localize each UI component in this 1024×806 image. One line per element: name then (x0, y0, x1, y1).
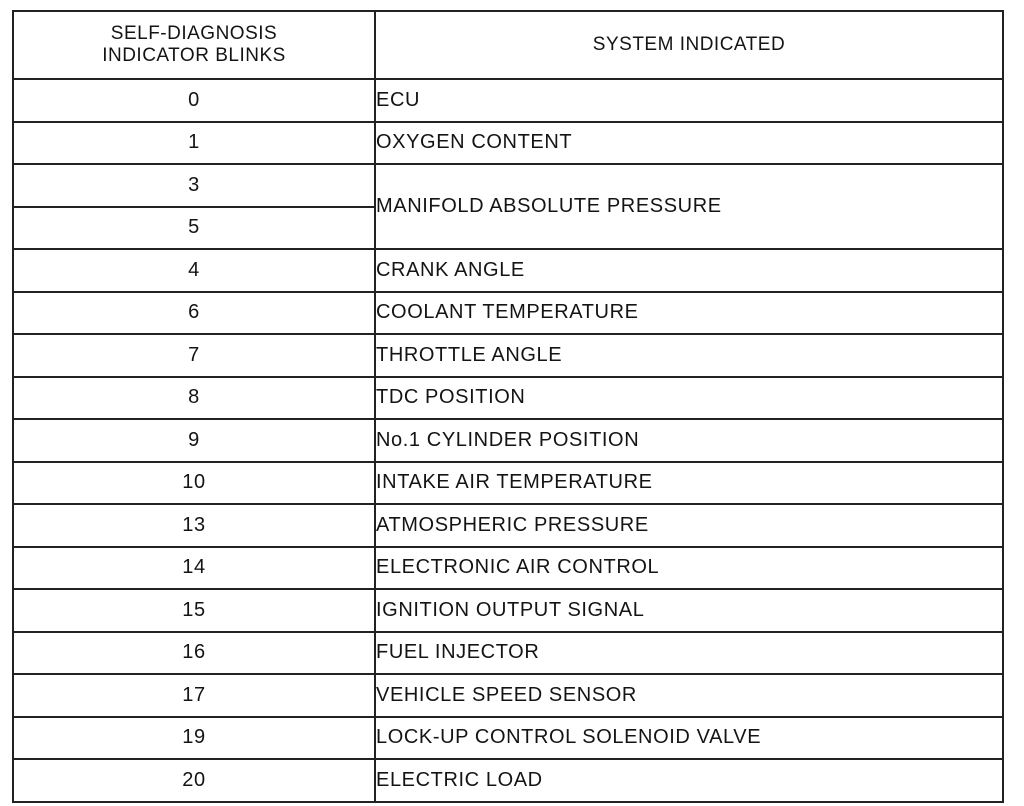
system-cell: COOLANT TEMPERATURE (375, 292, 1003, 335)
system-cell: ELECTRIC LOAD (375, 759, 1003, 802)
system-cell: ECU (375, 79, 1003, 122)
table-row (13, 377, 1003, 420)
blinks-cell: 15 (13, 589, 375, 632)
system-cell: TDC POSITION (375, 377, 1003, 420)
system-cell-merged: MANIFOLD ABSOLUTE PRESSURE (375, 164, 1003, 249)
table-row (13, 79, 1003, 122)
table-row (13, 249, 1003, 292)
blinks-cell: 3 (13, 164, 375, 207)
blinks-cell: 6 (13, 292, 375, 335)
blinks-cell: 17 (13, 674, 375, 717)
system-cell: IGNITION OUTPUT SIGNAL (375, 589, 1003, 632)
blinks-cell: 14 (13, 547, 375, 590)
table-row (13, 292, 1003, 335)
system-cell: ATMOSPHERIC PRESSURE (375, 504, 1003, 547)
blinks-cell: 0 (13, 79, 375, 122)
header-system-indicated: SYSTEM INDICATED (375, 11, 1003, 79)
system-cell: LOCK-UP CONTROL SOLENOID VALVE (375, 717, 1003, 760)
blinks-cell: 10 (13, 462, 375, 505)
blinks-cell: 13 (13, 504, 375, 547)
table-header-row (13, 11, 1003, 79)
system-cell: INTAKE AIR TEMPERATURE (375, 462, 1003, 505)
table-row (13, 419, 1003, 462)
table-row (13, 462, 1003, 505)
system-cell: OXYGEN CONTENT (375, 122, 1003, 165)
table-row (13, 717, 1003, 760)
table-row (13, 122, 1003, 165)
blinks-cell: 19 (13, 717, 375, 760)
system-cell: THROTTLE ANGLE (375, 334, 1003, 377)
blinks-cell: 4 (13, 249, 375, 292)
system-cell: CRANK ANGLE (375, 249, 1003, 292)
system-cell: VEHICLE SPEED SENSOR (375, 674, 1003, 717)
table-row (13, 547, 1003, 590)
system-cell: FUEL INJECTOR (375, 632, 1003, 675)
header-line-2: INDICATOR BLINKS (102, 45, 286, 66)
table-row (13, 164, 1003, 207)
table-row (13, 589, 1003, 632)
table-row (13, 759, 1003, 802)
table-row (13, 334, 1003, 377)
system-cell: No.1 CYLINDER POSITION (375, 419, 1003, 462)
table-row (13, 632, 1003, 675)
table-row (13, 674, 1003, 717)
self-diagnosis-table (12, 10, 1004, 803)
header-line-1: SELF-DIAGNOSIS (110, 23, 278, 44)
header-indicator-blinks (13, 11, 375, 79)
blinks-cell: 20 (13, 759, 375, 802)
blinks-cell: 16 (13, 632, 375, 675)
blinks-cell: 1 (13, 122, 375, 165)
blinks-cell: 7 (13, 334, 375, 377)
diagnosis-sheet (12, 10, 1002, 798)
table-row (13, 504, 1003, 547)
blinks-cell: 9 (13, 419, 375, 462)
blinks-cell: 8 (13, 377, 375, 420)
system-cell: ELECTRONIC AIR CONTROL (375, 547, 1003, 590)
blinks-cell: 5 (13, 207, 375, 250)
